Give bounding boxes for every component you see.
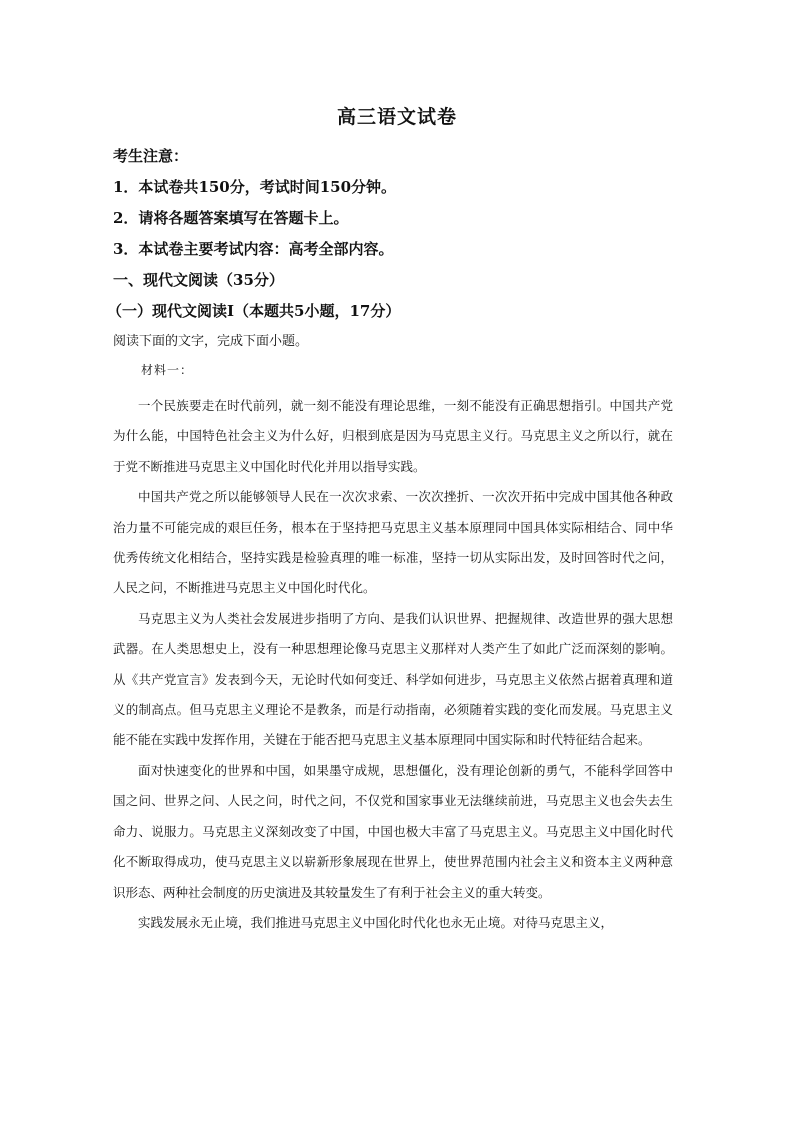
- notice-item: 1．本试卷共150分，考试时间150分钟。: [113, 178, 397, 196]
- passage-paragraph: 马克思主义为人类社会发展进步指明了方向、是我们认识世界、把握规律、改造世界的强大思想武器。在人类思想史上，没有一种思想理论像马克思主义那样对人类产生了如此广泛而深刻的影响。从《共产党宣言》发表到今天，无论时代如何变迁、科学如何进步，马克思主义依然占据着真理和道义的制高点。但马克思主义理论不是教条，而是行动指南，必须随着实践的变化而发展。马克思主义能不能在实践中发挥作用，关键在于能否把马克思主义基本原理同中国实际和时代特征结合起来。: [113, 610, 673, 748]
- notice-item: 2．请将各题答案填写在答题卡上。: [113, 209, 349, 227]
- reading-instruction: 阅读下面的文字，完成下面小题。: [113, 334, 309, 349]
- subsection-heading: （一）现代文阅读Ⅰ（本题共5小题，17分）: [107, 302, 401, 320]
- reading-passage: [113, 391, 673, 938]
- notice-item: 3．本试卷主要考试内容：高考全部内容。: [113, 240, 394, 258]
- passage-paragraph: 实践发展永无止境，我们推进马克思主义中国化时代化也永无止境。对待马克思主义，: [138, 914, 614, 930]
- passage-paragraph: 一个民族要走在时代前列，就一刻不能没有理论思维，一刻不能没有正确思想指引。中国共产党为什么能，中国特色社会主义为什么好，归根到底是因为马克思主义行。马克思主义之所以行，就在于党不断推进马克思主义中国化时代化并用以指导实践。: [113, 398, 673, 474]
- passage-paragraph: 中国共产党之所以能够领导人民在一次次求索、一次次挫折、一次次开拓中完成中国其他各种政治力量不可能完成的艰巨任务，根本在于坚持把马克思主义基本原理同中国具体实际相结合、同中华优秀传统文化相结合，坚持实践是检验真理的唯一标准，坚持一切从实际出发，及时回答时代之问，人民之问，不断推进马克思主义中国化时代化。: [113, 489, 673, 596]
- page-title: 高三语文试卷: [336, 106, 457, 128]
- notice-heading: 考生注意：: [113, 147, 189, 165]
- exam-header-block: [107, 141, 693, 357]
- material-label: 材料一：: [141, 363, 194, 377]
- section-heading: 一、现代文阅读（35分）: [113, 271, 284, 289]
- passage-paragraph: 面对快速变化的世界和中国，如果墨守成规，思想僵化，没有理论创新的勇气，不能科学回答中国之问、世界之问、人民之问，时代之问，不仅党和国家事业无法继续前进，马克思主义也会失去生命力、说服力。马克思主义深刻改变了中国，中国也极大丰富了马克思主义。马克思主义中国化时代化不断取得成功，使马克思主义以崭新形象展现在世界上，使世界范围内社会主义和资本主义两种意识形态、两种社会制度的历史演进及其较量发生了有利于社会主义的重大转变。: [113, 762, 673, 900]
